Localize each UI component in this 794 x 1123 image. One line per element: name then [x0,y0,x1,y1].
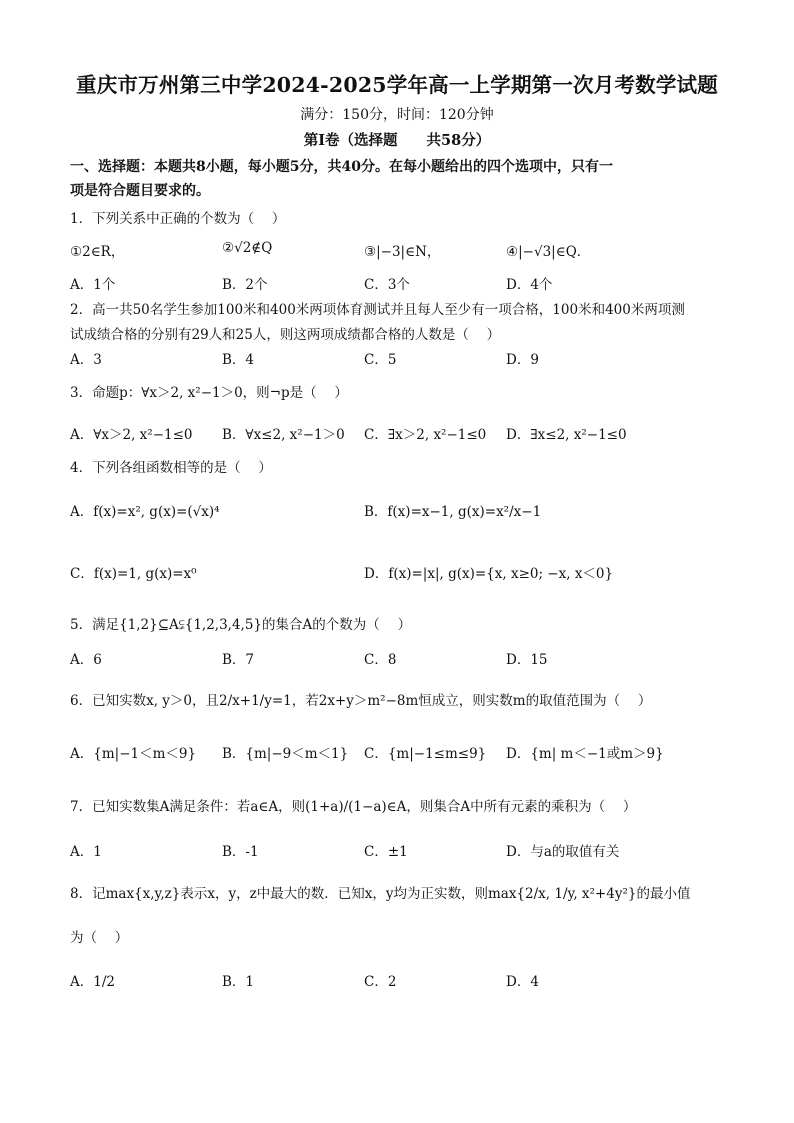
q2-stem-line2: 试成绩合格的分别有29人和25人，则这两项成绩都合格的人数是（ ） [70,327,501,343]
section-instructions-line1: 一、选择题：本题共8小题，每小题5分，共40分。在每小题给出的四个选项中，只有一 [70,159,613,175]
q5-option-a: A．6 [70,652,102,668]
q1-option-b: B．2个 [222,277,268,293]
q2-option-d: D．9 [506,352,539,368]
q1-option-d: D．4个 [506,277,553,293]
q4-option-a: A．f(x)=x², g(x)=(√x)⁴ [70,504,220,520]
q3-option-d: D．∃x≤2, x²−1≤0 [506,427,627,443]
q6-option-c: C．{m|−1≤m≤9} [364,746,487,762]
q7-option-b: B．-1 [222,844,259,860]
q7-stem: 7．已知实数集A满足条件：若a∈A，则(1+a)/(1−a)∈A，则集合A中所有元素的乘积为（ ） [70,799,637,815]
q3-stem: 3．命题p：∀x＞2, x²−1＞0，则¬p是（ ） [70,385,348,401]
q2-option-c: C．5 [364,352,397,368]
q5-option-c: C．8 [364,652,397,668]
exam-info: 满分：150分，时间：120分钟 [300,107,494,123]
q8-option-b: B．1 [222,974,255,990]
q6-option-b: B．{m|−9＜m＜1} [222,746,349,762]
q8-option-a: A．1/2 [70,974,115,990]
q1-option-c: C．3个 [364,277,410,293]
q8-stem-line2: 为（ ） [70,930,129,946]
q3-option-b: B．∀x≤2, x²−1＞0 [222,427,345,443]
q7-option-c: C．±1 [364,844,408,860]
q4-option-d: D．f(x)=|x|, g(x)={x, x≥0; −x, x＜0} [364,566,614,582]
q1-item-2: ②√2∉Q [222,240,273,256]
q5-stem: 5．满足{1,2}⊆A⫋{1,2,3,4,5}的集合A的个数为（ ） [70,617,412,633]
volume-heading: 第I卷（选择题 共58分） [303,132,491,149]
q1-option-a: A．1个 [70,277,116,293]
q1-item-3: ③|−3|∈N， [364,244,441,260]
q7-option-a: A．1 [70,844,102,860]
page-title: 重庆市万州第三中学2024-2025学年高一上学期第一次月考数学试题 [76,73,718,97]
q2-option-a: A．3 [70,352,102,368]
q4-option-b: B．f(x)=x−1, g(x)=x²/x−1 [364,504,542,520]
q6-stem: 6．已知实数x, y＞0，且2/x+1/y=1，若2x+y＞m²−8m恒成立，则实数m的取值范围为（ ） [70,693,652,709]
q8-stem: 8．记max{x,y,z}表示x，y，z中最大的数．已知x，y均为正实数，则max{2/x, 1/y, x²+4y²}的最小值 [70,886,691,902]
q6-option-a: A．{m|−1＜m＜9} [70,746,197,762]
q1-stem: 1．下列关系中正确的个数为（ ） [70,211,286,227]
q6-option-d: D．{m| m＜−1或m＞9} [506,746,664,762]
q3-option-c: C．∃x＞2, x²−1≤0 [364,427,487,443]
q1-item-4: ④|−√3|∈Q． [506,244,591,260]
q5-option-d: D．15 [506,652,548,668]
q8-option-c: C．2 [364,974,397,990]
q3-option-a: A．∀x＞2, x²−1≤0 [70,427,193,443]
q1-item-1: ①2∈R， [70,244,125,260]
q4-option-c: C．f(x)=1, g(x)=x⁰ [70,566,197,582]
q7-option-d: D．与a的取值有关 [506,844,620,860]
q8-option-d: D．4 [506,974,539,990]
q4-stem: 4．下列各组函数相等的是（ ） [70,460,272,476]
section-instructions-line2: 项是符合题目要求的。 [70,183,210,199]
q2-option-b: B．4 [222,352,255,368]
q5-option-b: B．7 [222,652,255,668]
q2-stem-line1: 2．高一共50名学生参加100米和400米两项体育测试并且每人至少有一项合格，100米和400米两项测 [70,302,685,318]
